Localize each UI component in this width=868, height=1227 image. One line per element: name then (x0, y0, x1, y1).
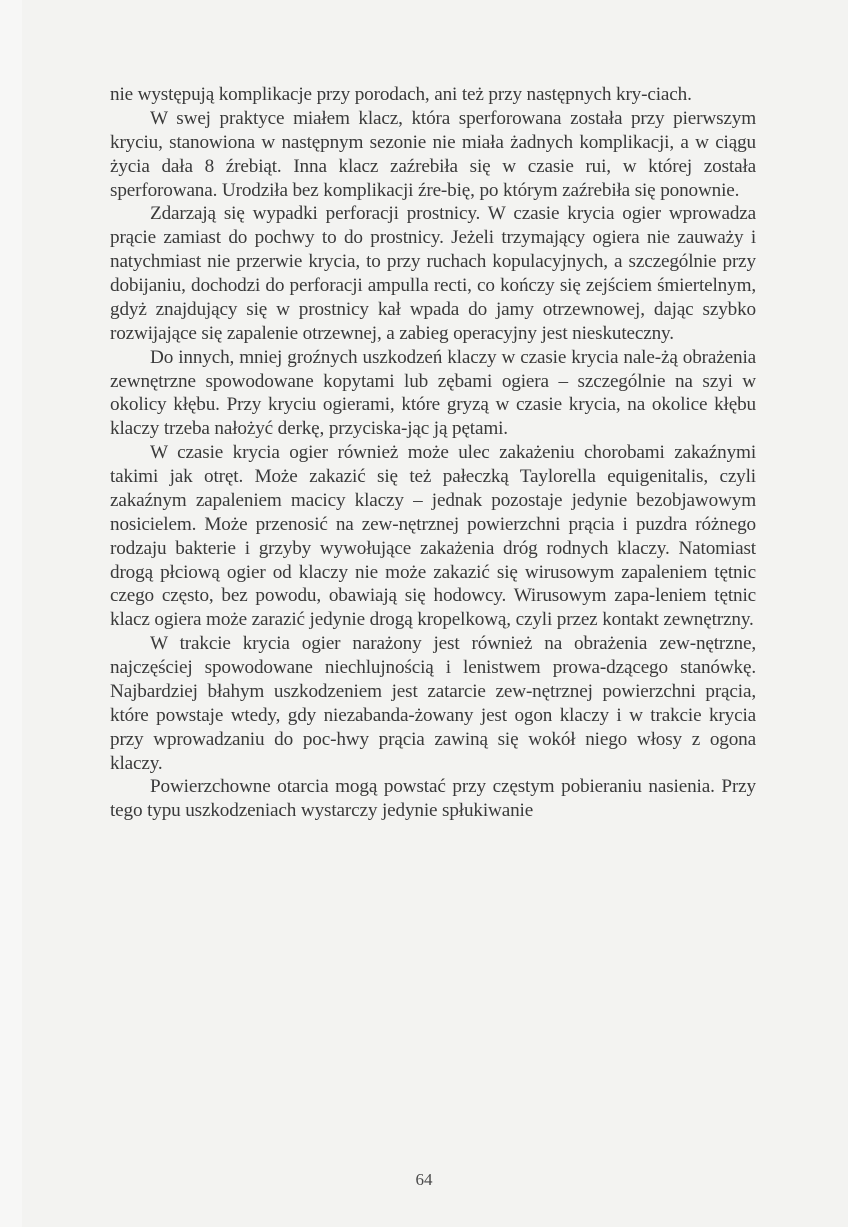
paragraph-6: W trakcie krycia ogier narażony jest również na obrażenia zew-nętrzne, najczęściej spowodowane niechlujnością i lenistwem prowa-dzącego stanówkę. Najbardziej błahym uszkodzeniem jest zatarcie zew-nętrznej powierzchni prącia, które powstaje wtedy, gdy niezabanda-żowany jest ogon klaczy i w trakcie krycia przy wprowadzaniu do poc-hwy prącia zawiną się wokół niego włosy z ogona klaczy. (110, 633, 756, 774)
paragraph-2: W swej praktyce miałem klacz, która sperforowana została przy pierwszym kryciu, stanowiona w następnym sezonie nie miała żadnych komplikacji, a w ciągu życia dała 8 źrebiąt. Inna klacz zaźrebiła się w czasie rui, w której została sperforowana. Urodziła bez komplikacji źre-bię, po którym zaźrebiła się ponownie. (110, 107, 756, 201)
body-text (110, 83, 756, 823)
paragraph-1: nie występują komplikacje przy porodach, ani też przy następnych kry-ciach. (110, 84, 692, 105)
paragraph-5: W czasie krycia ogier również może ulec zakażeniu chorobami zakaźnymi takimi jak otręt. Może zakazić się też pałeczką Taylorella equigenitalis, czyli zakaźnym zapaleniem macicy klaczy – jednak pozostaje jedynie bezobjawowym nosicielem. Może przenosić na zew-nętrznej powierzchni prącia i puzdra różnego rodzaju bakterie i grzyby wywołujące zakażenia dróg rodnych klaczy. Natomiast drogą płciową ogier od klaczy nie może zakazić się wirusowym zapaleniem tętnic czego często, bez powodu, obawiają się hodowcy. Wirusowym zapa-leniem tętnic klacz ogiera może zarazić jedynie drogą kropelkową, czyli przez kontakt zewnętrzny. (110, 442, 756, 631)
paragraph-4: Do innych, mniej groźnych uszkodzeń klaczy w czasie krycia nale-żą obrażenia zewnętrzne spowodowane kopytami lub zębami ogiera – szczególnie na szyi w okolicy kłębu. Przy kryciu ogierami, które gryzą w czasie krycia, na okolice kłębu klaczy trzeba nałożyć derkę, przyciska-jąc ją pętami. (110, 346, 756, 440)
page-number: 64 (415, 1170, 433, 1189)
paragraph-7: Powierzchowne otarcia mogą powstać przy częstym pobieraniu nasienia. Przy tego typu uszkodzeniach wystarczy jedynie spłukiwanie (110, 776, 756, 822)
paragraph-3: Zdarzają się wypadki perforacji prostnicy. W czasie krycia ogier wprowadza prącie zamiast do pochwy to do prostnicy. Jeżeli trzymający ogiera nie zauważy i natychmiast nie przerwie krycia, to przy ruchach kopulacyjnych, a szczególnie przy dobijaniu, dochodzi do perforacji ampulla recti, co kończy się zejściem śmiertelnym, gdyż znajdujący się w prostnicy kał wpada do jamy otrzewnowej, dając szybko rozwijające się zapalenie otrzewnej, a zabieg operacyjny jest nieskuteczny. (110, 203, 756, 344)
